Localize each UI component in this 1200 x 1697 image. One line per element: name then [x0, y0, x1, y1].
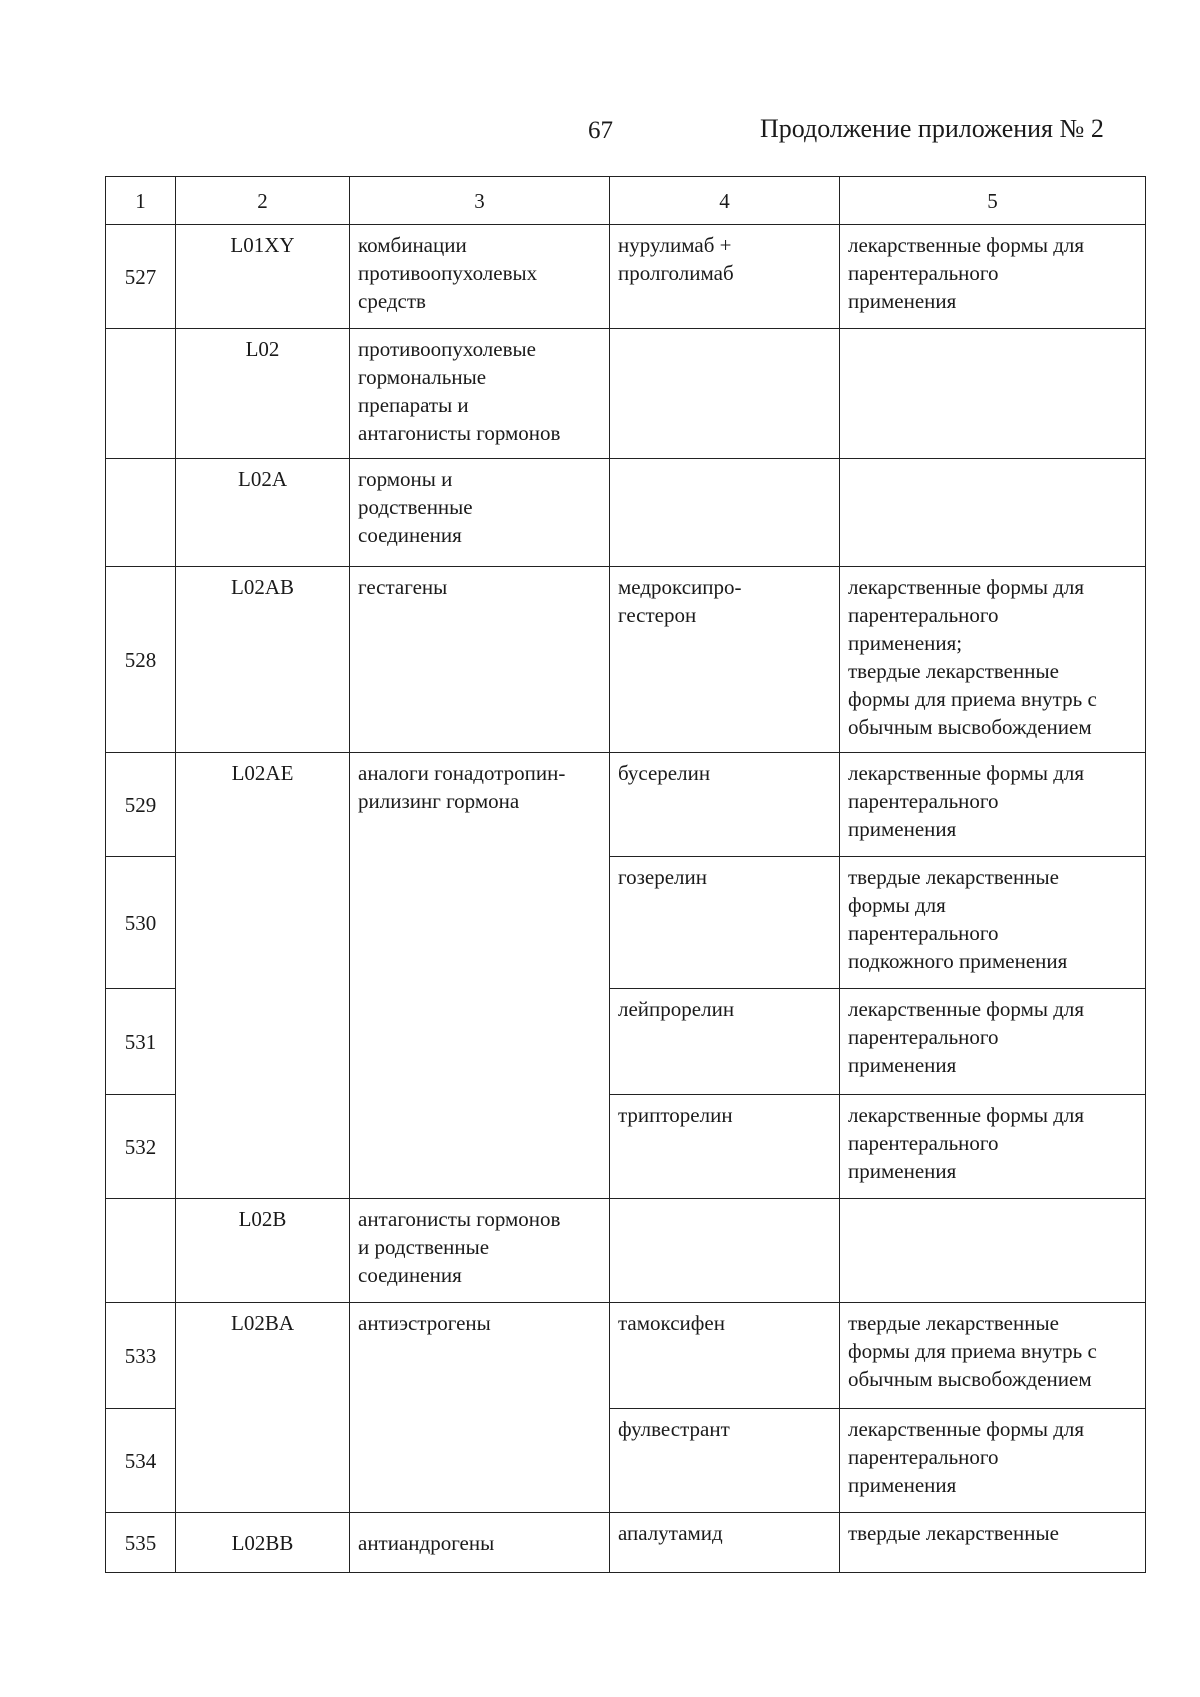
- row-number: 533: [106, 1303, 176, 1409]
- page-number: 67: [588, 117, 613, 144]
- row-number: 527: [106, 225, 176, 329]
- atc-group: гормоны и родственные соединения: [350, 459, 610, 567]
- drug-name: бусерелин: [610, 753, 840, 857]
- dosage-form: лекарственные формы для парентерального применения: [840, 989, 1146, 1095]
- drug-name: лейпрорелин: [610, 989, 840, 1095]
- drug-table: [105, 176, 1146, 1573]
- drug-name: нурулимаб + пролголимаб: [610, 225, 840, 329]
- atc-code: L02A: [176, 459, 350, 567]
- atc-group: антиэстрогены: [350, 1303, 610, 1513]
- page-heading: Продолжение приложения № 2: [760, 114, 1104, 143]
- drug-name: тамоксифен: [610, 1303, 840, 1409]
- column-header: 4: [610, 177, 840, 225]
- dosage-form: твердые лекарственные формы для парентерального подкожного применения: [840, 857, 1146, 989]
- atc-code: L02AB: [176, 567, 350, 753]
- row-number: 534: [106, 1409, 176, 1513]
- drug-name: [610, 1199, 840, 1303]
- atc-code: L02: [176, 329, 350, 459]
- row-number: 530: [106, 857, 176, 989]
- drug-name: фулвестрант: [610, 1409, 840, 1513]
- table-row: [106, 225, 1146, 329]
- atc-group: антиандрогены: [350, 1513, 610, 1573]
- dosage-form: лекарственные формы для парентерального применения: [840, 1095, 1146, 1199]
- atc-code: L02AE: [176, 753, 350, 1199]
- dosage-form: [840, 1199, 1146, 1303]
- atc-group: антагонисты гормонов и родственные соединения: [350, 1199, 610, 1303]
- drug-name: медроксипро- гестерон: [610, 567, 840, 753]
- table-row: [106, 1303, 1146, 1409]
- column-header: 3: [350, 177, 610, 225]
- dosage-form: лекарственные формы для парентерального применения; твердые лекарственные формы для приема внутрь с обычным высвобождением: [840, 567, 1146, 753]
- drug-name: гозерелин: [610, 857, 840, 989]
- dosage-form: лекарственные формы для парентерального применения: [840, 753, 1146, 857]
- atc-group: противоопухолевые гормональные препараты и антагонисты гормонов: [350, 329, 610, 459]
- column-header: 2: [176, 177, 350, 225]
- atc-code: L02B: [176, 1199, 350, 1303]
- atc-group: аналоги гонадотропин- рилизинг гормона: [350, 753, 610, 1199]
- dosage-form: [840, 329, 1146, 459]
- dosage-form: лекарственные формы для парентерального применения: [840, 1409, 1146, 1513]
- row-number: [106, 1199, 176, 1303]
- row-number: 535: [106, 1513, 176, 1573]
- table-row: [106, 1199, 1146, 1303]
- row-number: [106, 329, 176, 459]
- dosage-form: твердые лекарственные: [840, 1513, 1146, 1573]
- atc-code: L02BA: [176, 1303, 350, 1513]
- table-row: [106, 329, 1146, 459]
- drug-name: [610, 459, 840, 567]
- column-header: 1: [106, 177, 176, 225]
- atc-group: комбинации противоопухолевых средств: [350, 225, 610, 329]
- row-number: 531: [106, 989, 176, 1095]
- row-number: 528: [106, 567, 176, 753]
- dosage-form: [840, 459, 1146, 567]
- table-row: [106, 753, 1146, 857]
- table-row: [106, 459, 1146, 567]
- row-number: 532: [106, 1095, 176, 1199]
- column-header: 5: [840, 177, 1146, 225]
- row-number: [106, 459, 176, 567]
- table-row: [106, 567, 1146, 753]
- atc-code: L01XY: [176, 225, 350, 329]
- atc-code: L02BB: [176, 1513, 350, 1573]
- drug-name: апалутамид: [610, 1513, 840, 1573]
- drug-name: трипторелин: [610, 1095, 840, 1199]
- table-header-row: [106, 177, 1146, 225]
- row-number: 529: [106, 753, 176, 857]
- dosage-form: твердые лекарственные формы для приема внутрь с обычным высвобождением: [840, 1303, 1146, 1409]
- table-row: [106, 1513, 1146, 1573]
- drug-name: [610, 329, 840, 459]
- atc-group: гестагены: [350, 567, 610, 753]
- dosage-form: лекарственные формы для парентерального применения: [840, 225, 1146, 329]
